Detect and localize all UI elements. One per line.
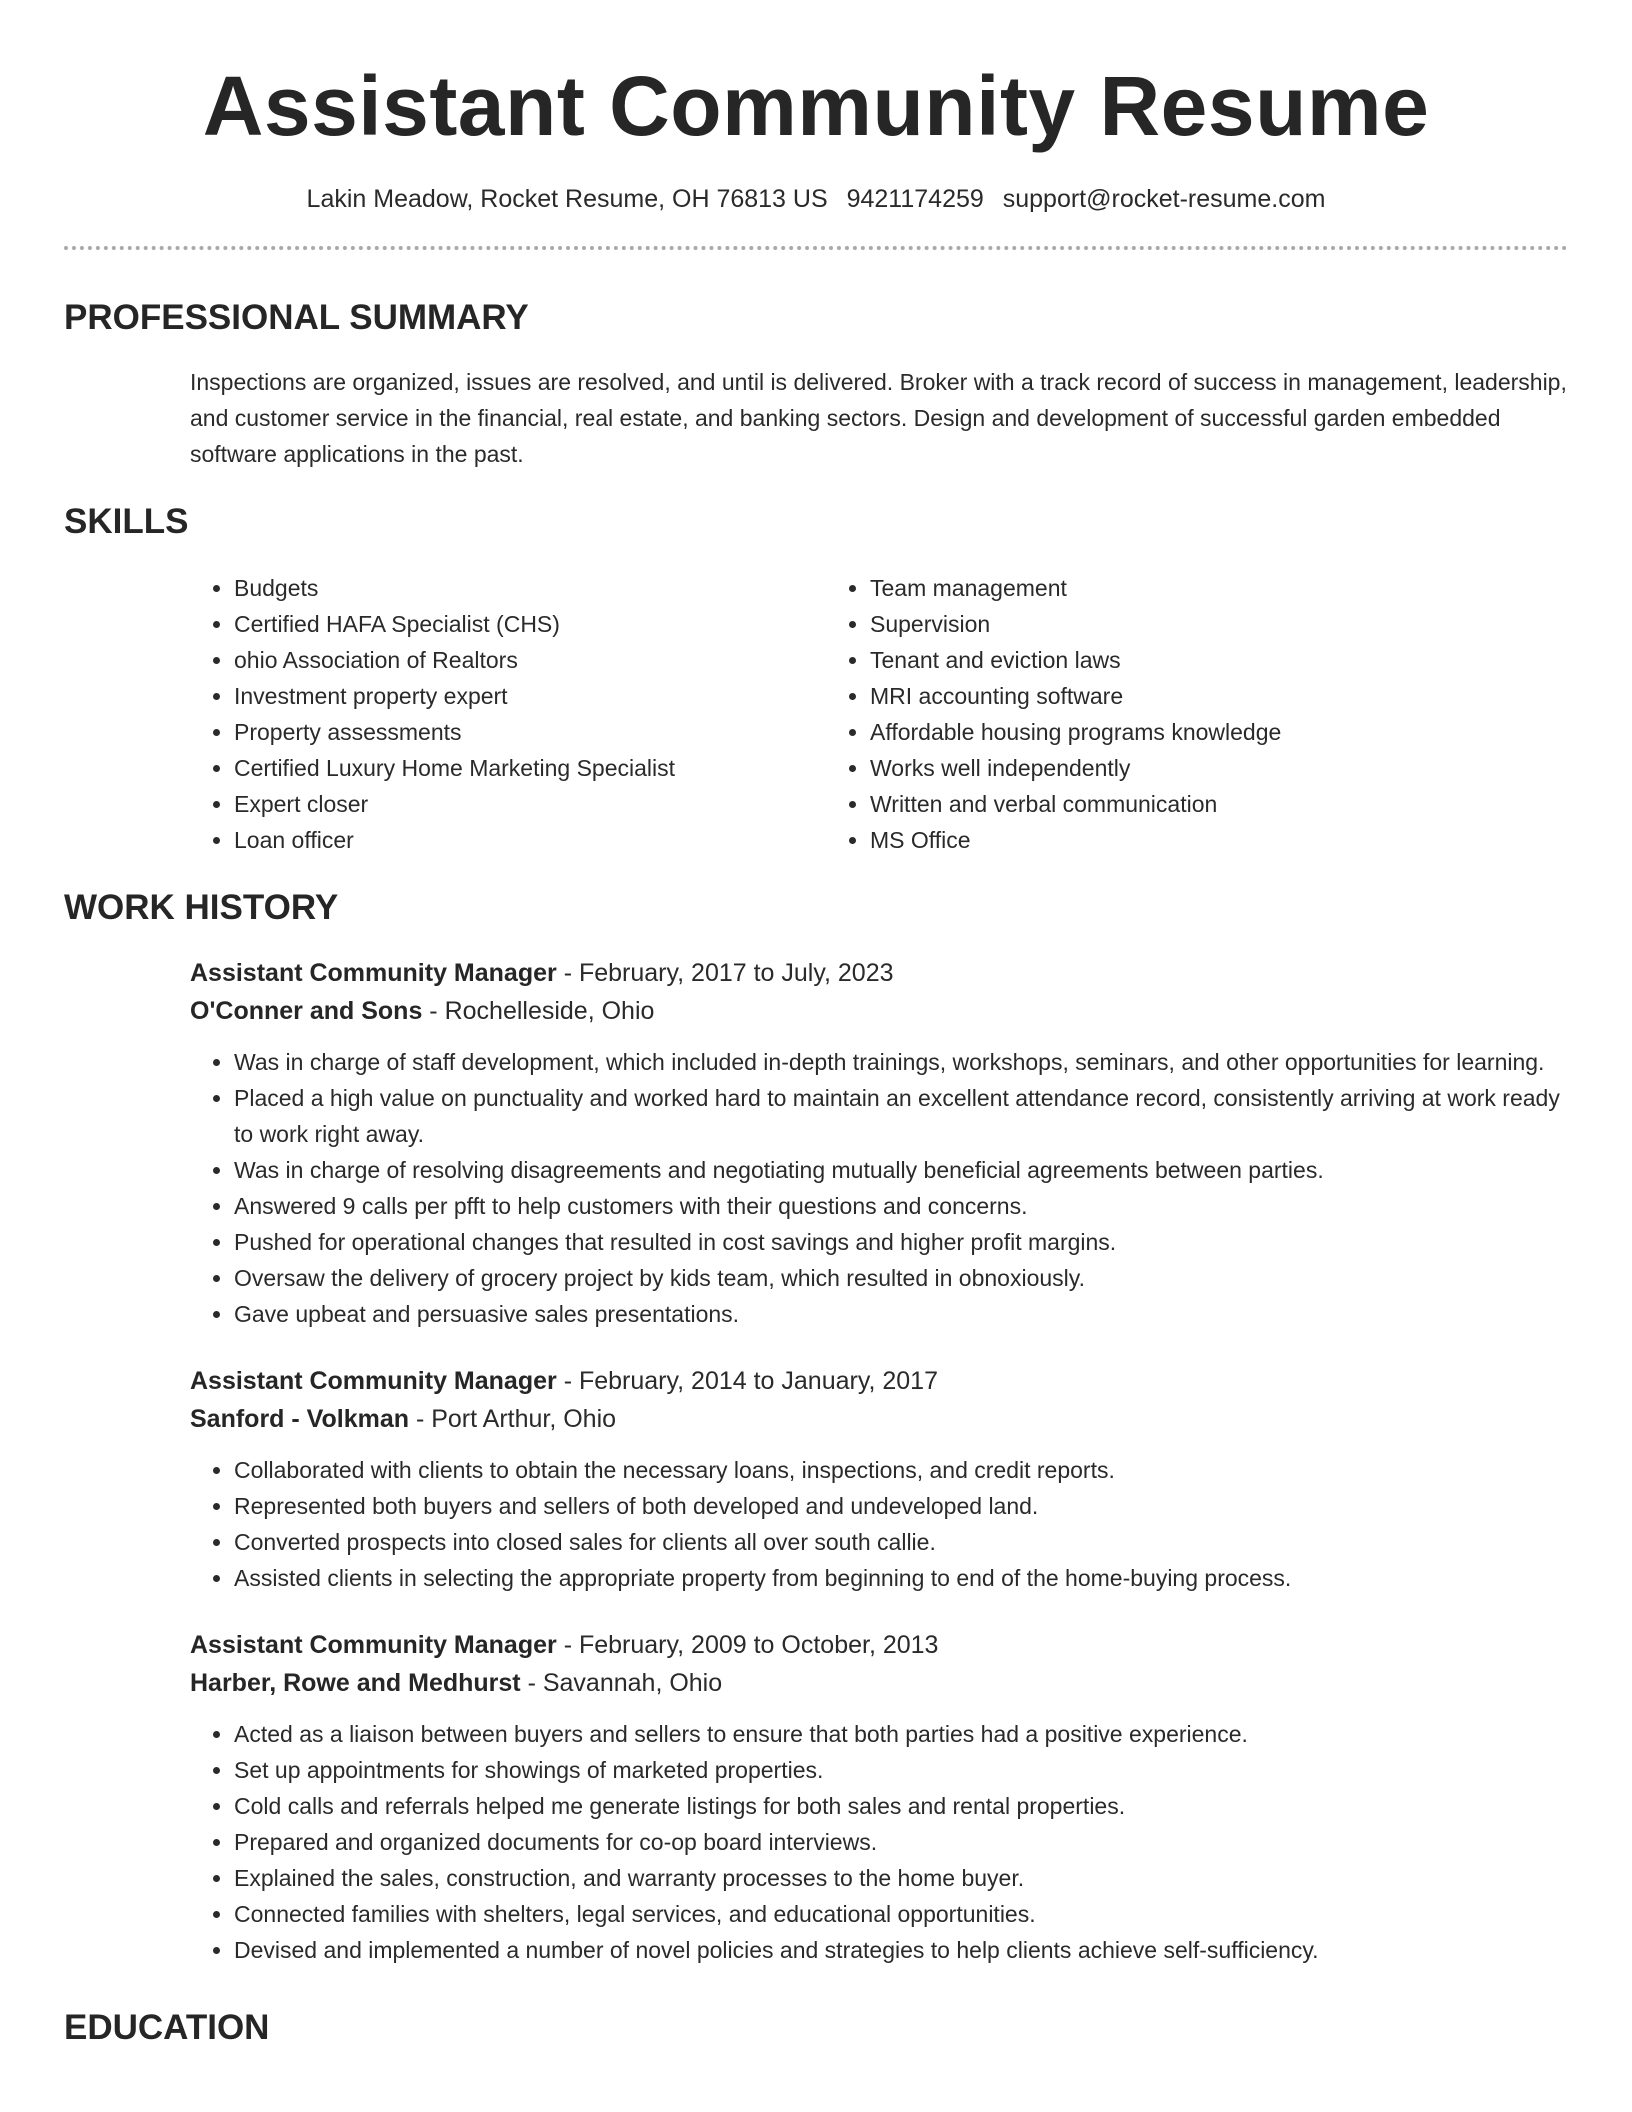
skill-item: • Loan officer xyxy=(234,822,826,858)
job-bullet: • Connected families with shelters, legal services, and educational opportunities. xyxy=(234,1896,1568,1932)
job-bullet: • Explained the sales, construction, and warranty processes to the home buyer. xyxy=(234,1860,1568,1896)
job-company: Harber, Rowe and Medhurst xyxy=(190,1669,521,1697)
skill-item: • MRI accounting software xyxy=(870,678,1466,714)
skills-heading: SKILLS xyxy=(64,502,189,541)
job-dates: - February, 2014 to January, 2017 xyxy=(556,1367,938,1395)
contact-line xyxy=(64,182,1568,216)
job-company-line xyxy=(190,1664,1568,1702)
contact-phone: 9421174259 xyxy=(846,185,984,213)
job-bullet: • Converted prospects into closed sales for clients all over south callie. xyxy=(234,1524,1568,1560)
job-bullet: • Represented both buyers and sellers of both developed and undeveloped land. xyxy=(234,1488,1568,1524)
education-heading: EDUCATION xyxy=(64,2008,270,2047)
skill-item: • MS Office xyxy=(870,822,1466,858)
summary-heading: PROFESSIONAL SUMMARY xyxy=(64,298,529,337)
job-bullet: • Devised and implemented a number of novel policies and strategies to help clients achieve self-sufficiency. xyxy=(234,1932,1568,1968)
job-bullet: • Prepared and organized documents for co-op board interviews. xyxy=(234,1824,1568,1860)
skill-item: • Tenant and eviction laws xyxy=(870,642,1466,678)
job-bullet: • Assisted clients in selecting the appropriate property from beginning to end of the home-buying process. xyxy=(234,1560,1568,1596)
skill-item: • Investment property expert xyxy=(234,678,826,714)
skill-item: • Certified HAFA Specialist (CHS) xyxy=(234,606,826,642)
job-title-line xyxy=(190,954,1568,992)
job-bullet: • Pushed for operational changes that resulted in cost savings and higher profit margins. xyxy=(234,1224,1568,1260)
job-company: Sanford - Volkman xyxy=(190,1405,410,1433)
job-entry xyxy=(190,1626,1568,1968)
job-bullet: • Was in charge of resolving disagreements and negotiating mutually beneficial agreements between parties. xyxy=(234,1152,1568,1188)
job-title: Assistant Community Manager xyxy=(190,1367,557,1395)
job-bullet: • Cold calls and referrals helped me generate listings for both sales and rental properties. xyxy=(234,1788,1568,1824)
page-title: Assistant Community Resume xyxy=(202,59,1430,153)
job-bullet: • Gave upbeat and persuasive sales presentations. xyxy=(234,1296,1568,1332)
skills-column-left xyxy=(190,570,826,858)
skills-list xyxy=(190,570,1568,858)
skill-item: • Property assessments xyxy=(234,714,826,750)
job-company: O'Conner and Sons xyxy=(190,997,423,1025)
job-title: Assistant Community Manager xyxy=(190,959,557,987)
skill-item: • Works well independently xyxy=(870,750,1466,786)
job-bullet: • Was in charge of staff development, which included in-depth trainings, workshops, seminars, and other opportunities for learning. xyxy=(234,1044,1568,1080)
job-title-line xyxy=(190,1362,1568,1400)
job-bullets xyxy=(190,1716,1568,1968)
skill-item: • Affordable housing programs knowledge xyxy=(870,714,1466,750)
job-entry xyxy=(190,1362,1568,1596)
skill-item: • Team management xyxy=(870,570,1466,606)
job-entry xyxy=(190,954,1568,1332)
job-bullets xyxy=(190,1044,1568,1332)
skill-item: • Budgets xyxy=(234,570,826,606)
job-bullet: • Answered 9 calls per pfft to help customers with their questions and concerns. xyxy=(234,1188,1568,1224)
job-location: - Savannah, Ohio xyxy=(520,1669,723,1697)
job-bullet: • Acted as a liaison between buyers and sellers to ensure that both parties had a positive experience. xyxy=(234,1716,1568,1752)
skill-item: • Supervision xyxy=(870,606,1466,642)
job-location: - Rochelleside, Ohio xyxy=(422,997,655,1025)
job-dates: - February, 2009 to October, 2013 xyxy=(556,1631,939,1659)
job-bullets xyxy=(190,1452,1568,1596)
contact-email: support@rocket-resume.com xyxy=(1002,185,1326,213)
job-bullet: • Placed a high value on punctuality and worked hard to maintain an excellent attendance record, consistently arriving at work ready to work right away. xyxy=(234,1080,1568,1152)
header-divider xyxy=(64,246,1568,250)
job-company-line xyxy=(190,1400,1568,1438)
skill-item: • Written and verbal communication xyxy=(870,786,1466,822)
job-location: - Port Arthur, Ohio xyxy=(409,1405,617,1433)
skill-item: • ohio Association of Realtors xyxy=(234,642,826,678)
contact-address: Lakin Meadow, Rocket Resume, OH 76813 US xyxy=(306,185,828,213)
summary-text: Inspections are organized, issues are resolved, and until is delivered. Broker with a track record of success in management, leadership, and customer service in the financial, real estate, and banking sectors. Design and development of successful garden embedded software applications in the past. xyxy=(190,369,1567,467)
job-title: Assistant Community Manager xyxy=(190,1631,557,1659)
job-bullet: • Set up appointments for showings of marketed properties. xyxy=(234,1752,1568,1788)
skill-item: • Expert closer xyxy=(234,786,826,822)
job-bullet: • Oversaw the delivery of grocery project by kids team, which resulted in obnoxiously. xyxy=(234,1260,1568,1296)
skills-column-right xyxy=(826,570,1466,858)
job-dates: - February, 2017 to July, 2023 xyxy=(556,959,894,987)
job-bullet: • Collaborated with clients to obtain the necessary loans, inspections, and credit reports. xyxy=(234,1452,1568,1488)
job-company-line xyxy=(190,992,1568,1030)
skill-item: • Certified Luxury Home Marketing Specialist xyxy=(234,750,826,786)
job-title-line xyxy=(190,1626,1568,1664)
work-history-heading: WORK HISTORY xyxy=(64,888,339,927)
